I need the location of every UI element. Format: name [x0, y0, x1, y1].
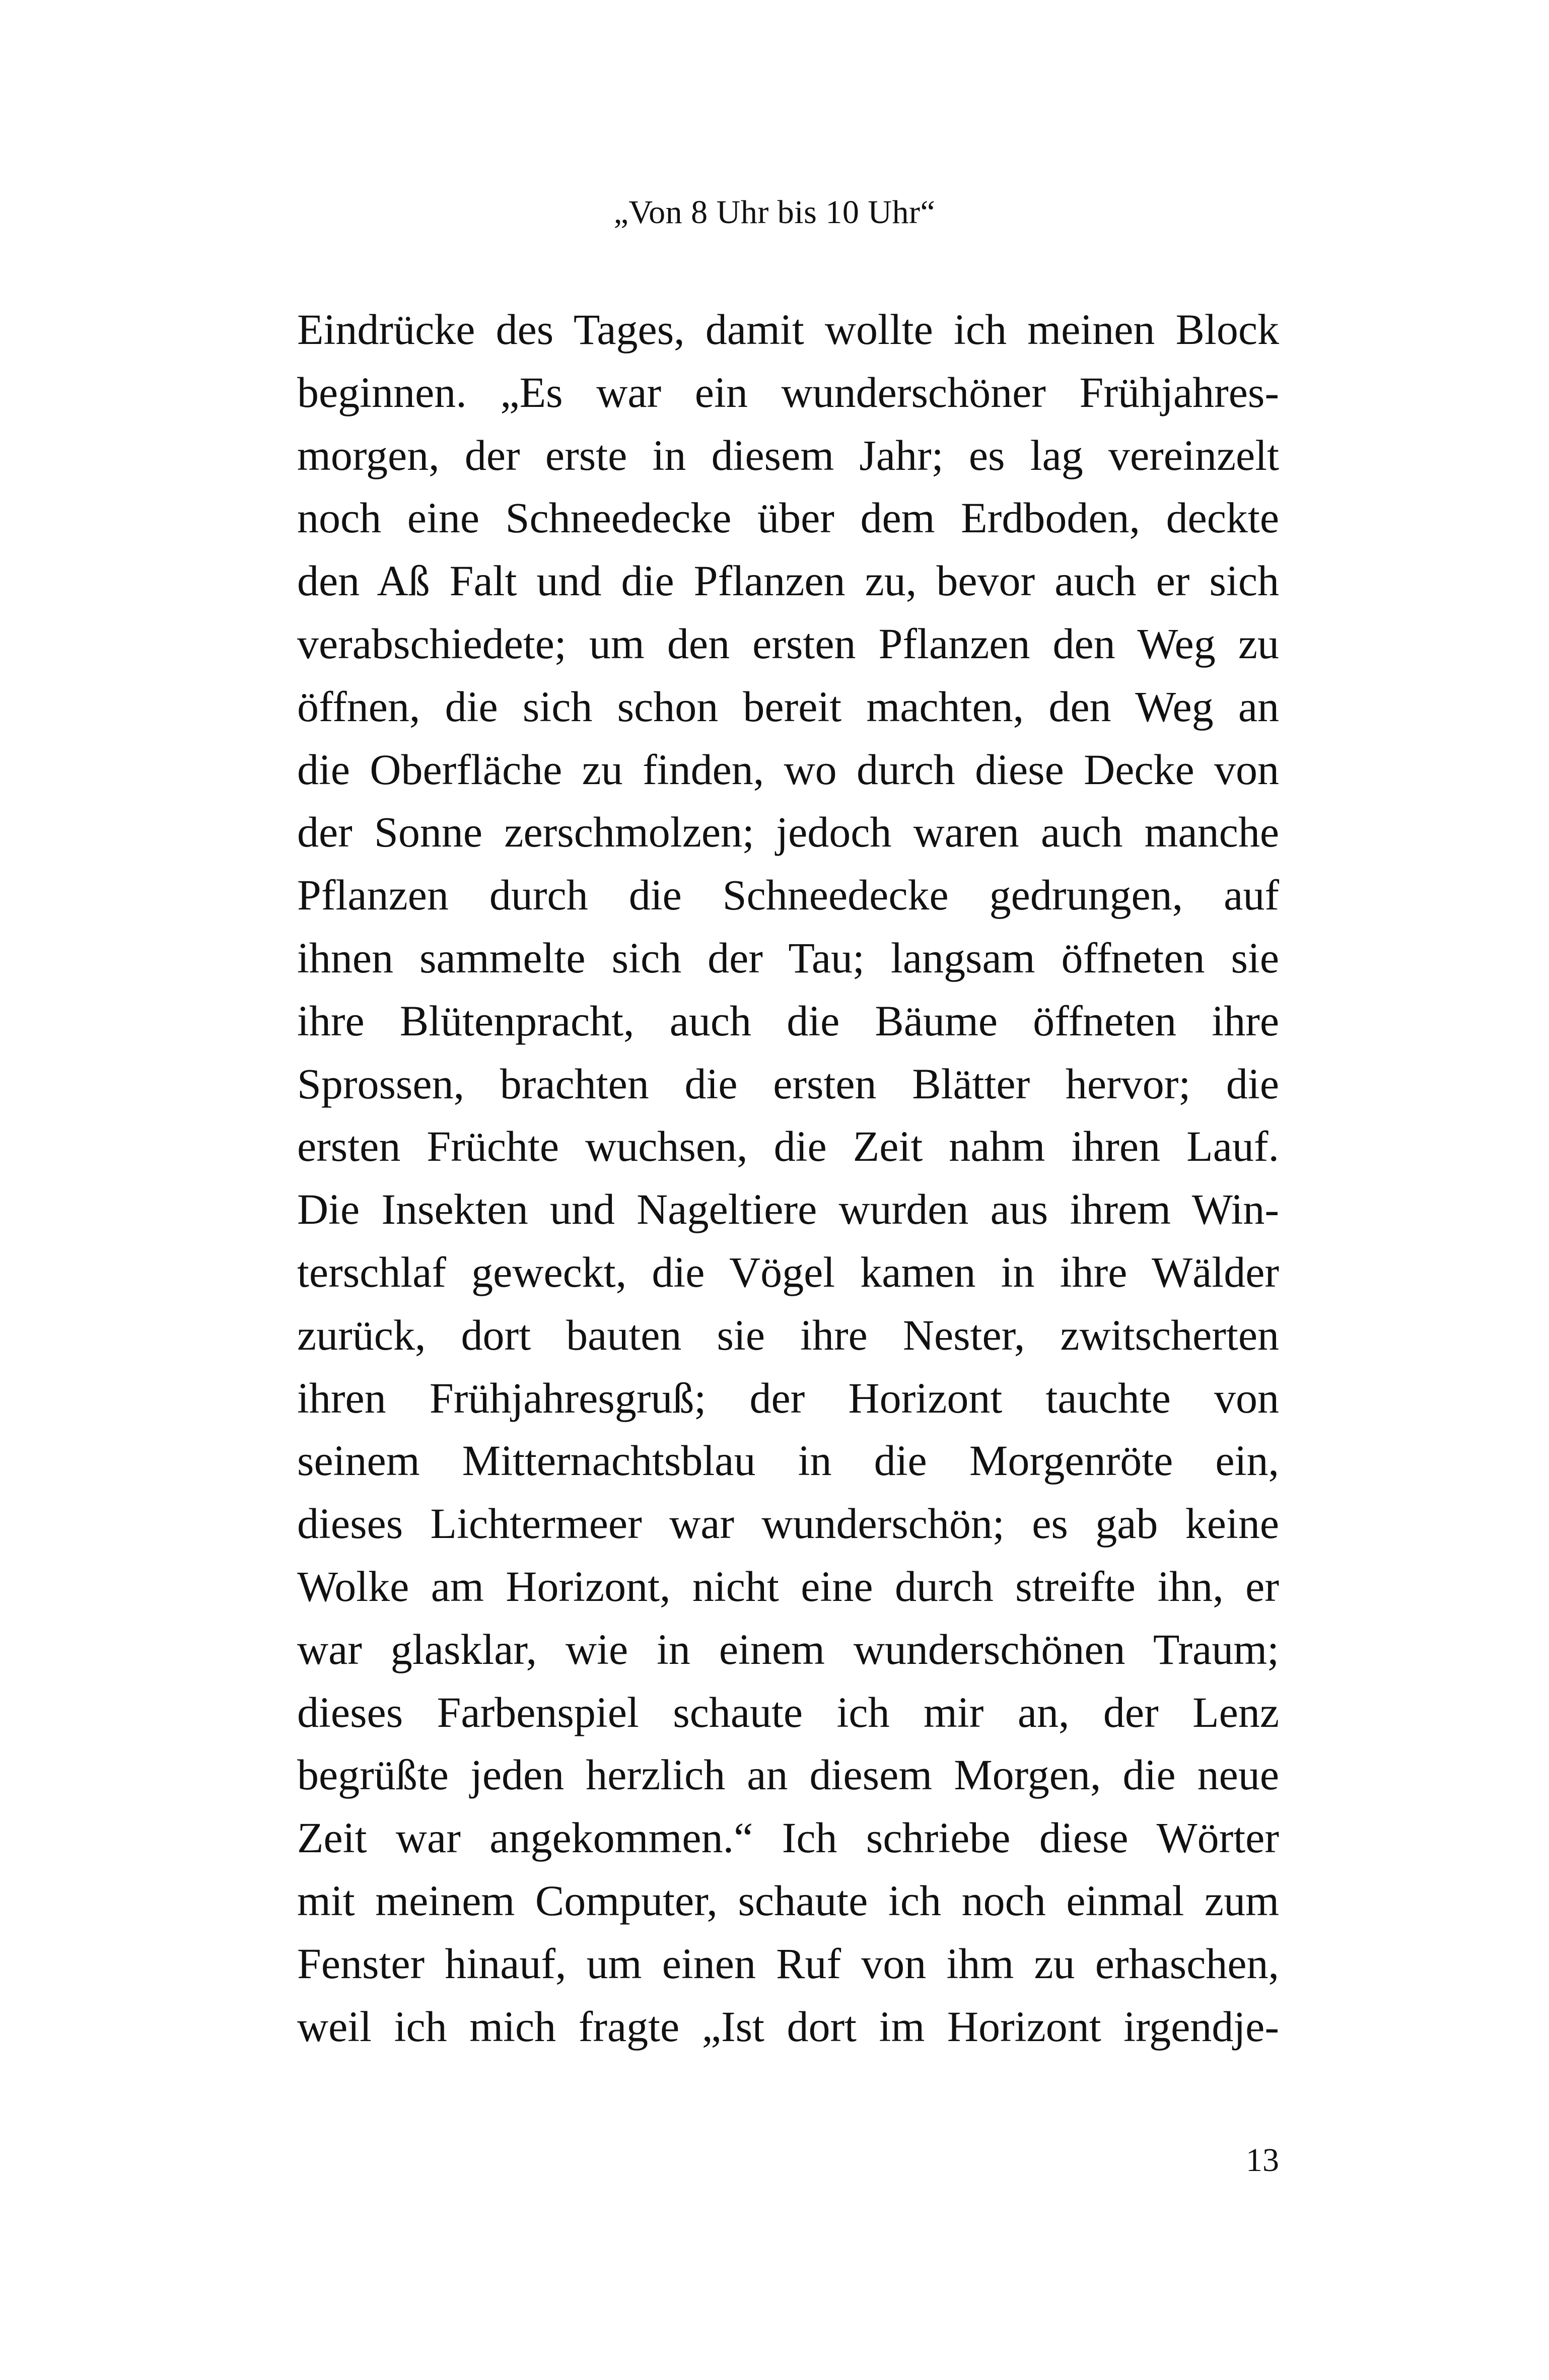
text-line: ihren Frühjahresgruß; der Horizont tauchte von [297, 1373, 1279, 1422]
text-line: ihnen sammelte sich der Tau; langsam öffneten sie [297, 933, 1279, 982]
text-line: der Sonne zerschmolzen; jedoch waren auch manche [297, 808, 1279, 857]
text-line: Die Insekten und Nageltiere wurden aus ihrem Win- [297, 1185, 1279, 1234]
page-number: 13 [1246, 2142, 1279, 2179]
text-line: mit meinem Computer, schaute ich noch einmal zum [297, 1876, 1279, 1925]
text-line: noch eine Schneedecke über dem Erdboden, deckte [297, 494, 1279, 542]
text-line: begrüßte jeden herzlich an diesem Morgen, die neue [297, 1751, 1279, 1799]
text-line: ersten Früchte wuchsen, die Zeit nahm ihren Lauf. [297, 1122, 1279, 1171]
text-line: ihre Blütenpracht, auch die Bäume öffneten ihre [297, 996, 1279, 1045]
text-line: war glasklar, wie in einem wunderschönen Traum; [297, 1625, 1279, 1673]
text-line: dieses Farbenspiel schaute ich mir an, der Lenz [297, 1688, 1279, 1736]
body-text [297, 298, 1279, 2058]
text-line: dieses Lichtermeer war wunderschön; es gab keine [297, 1499, 1279, 1548]
text-line: zurück, dort bauten sie ihre Nester, zwitscherten [297, 1310, 1279, 1359]
text-line: Fenster hinauf, um einen Ruf von ihm zu erhaschen, [297, 1939, 1279, 1988]
text-line: morgen, der erste in diesem Jahr; es lag vereinzelt [297, 431, 1279, 479]
text-line: beginnen. „Es war ein wunderschöner Frühjahres- [297, 368, 1279, 416]
text-line: Wolke am Horizont, nicht eine durch streifte ihn, er [297, 1562, 1279, 1611]
text-line: weil ich mich fragte „Ist dort im Horizont irgendje- [297, 2002, 1279, 2051]
text-line: Sprossen, brachten die ersten Blätter hervor; die [297, 1059, 1279, 1108]
text-line: öffnen, die sich schon bereit machten, den Weg an [297, 682, 1279, 731]
text-line: Eindrücke des Tages, damit wollte ich meinen Block [297, 305, 1279, 354]
running-header: „Von 8 Uhr bis 10 Uhr“ [613, 194, 936, 231]
text-line: Pflanzen durch die Schneedecke gedrungen, auf [297, 871, 1279, 920]
text-line: seinem Mitternachtsblau in die Morgenröte ein, [297, 1436, 1279, 1485]
text-line: verabschiedete; um den ersten Pflanzen den Weg zu [297, 619, 1279, 668]
text-line: den Aß Falt und die Pflanzen zu, bevor auch er sich [297, 556, 1279, 605]
text-line: die Oberfläche zu finden, wo durch diese Decke von [297, 745, 1279, 794]
text-line: Zeit war angekommen.“ Ich schriebe diese Wörter [297, 1813, 1279, 1862]
text-line: terschlaf geweckt, die Vögel kamen in ihre Wälder [297, 1247, 1279, 1296]
